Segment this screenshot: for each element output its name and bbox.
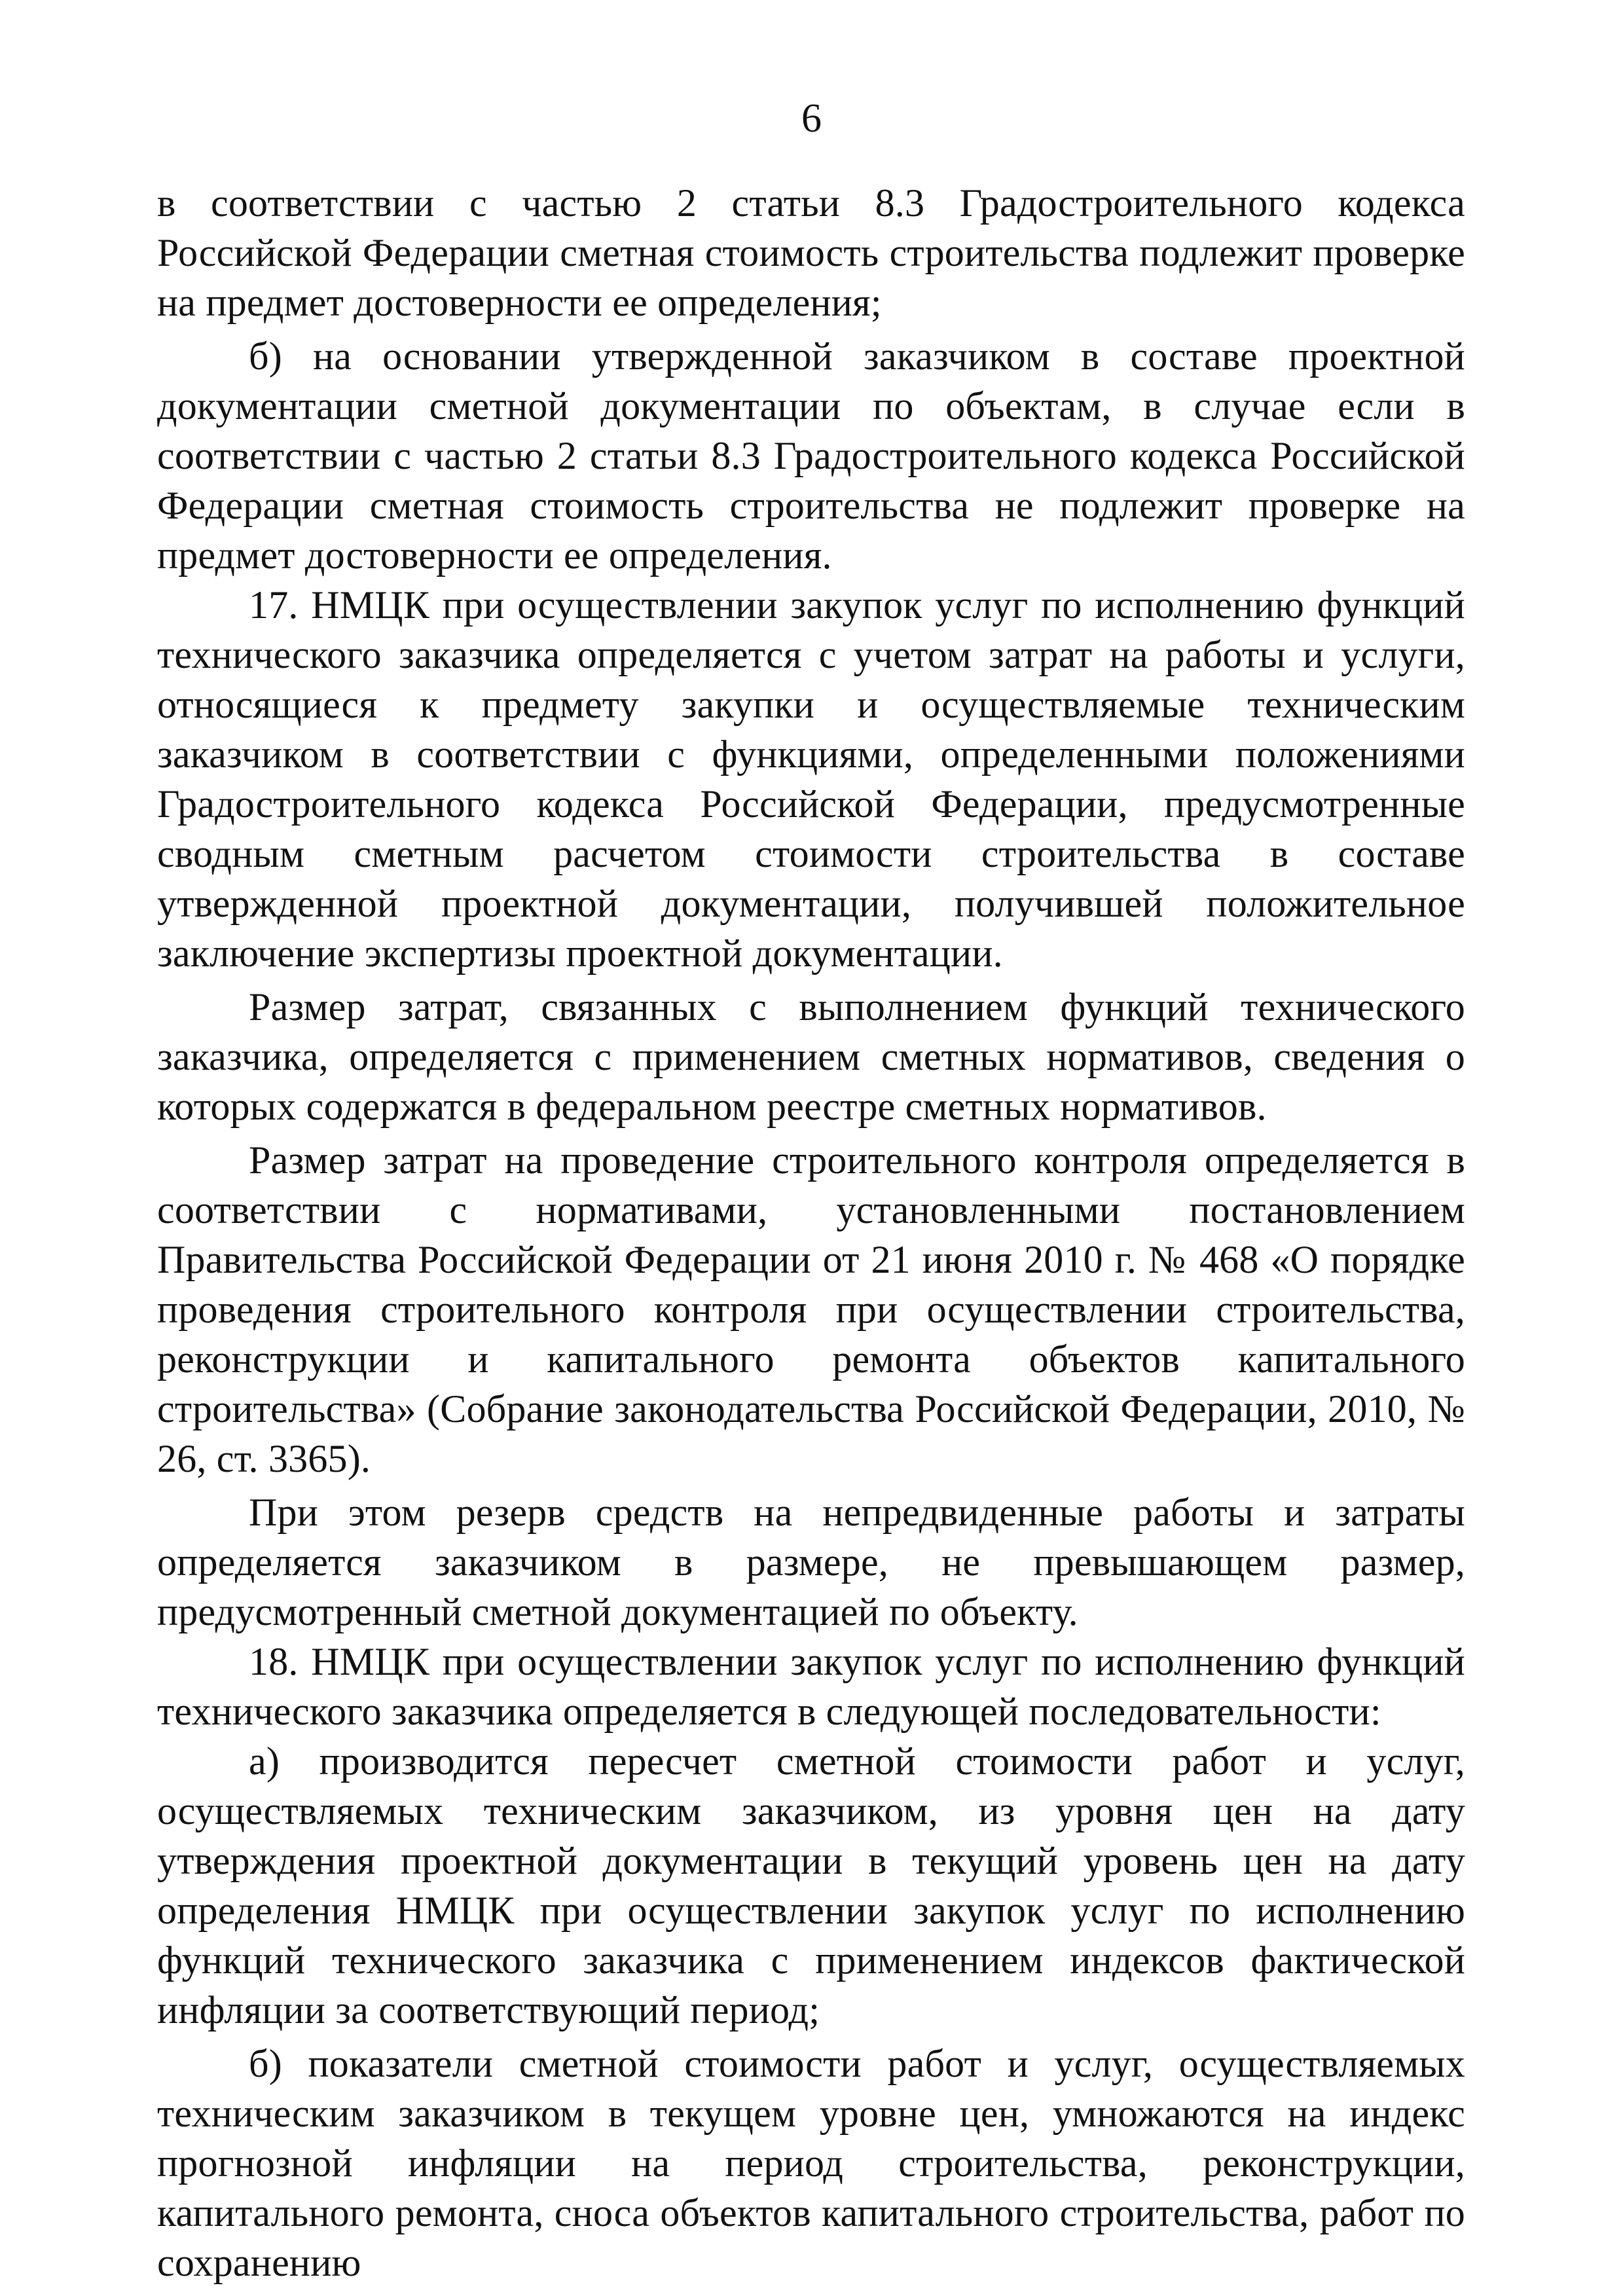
paragraph-item-a: а) производится пересчет сметной стоимости работ и услуг, осуществляемых техническим заказчиком, из уровня цен на дату утверждения проектной документации в текущий уровень цен на дату определения НМЦК при осуществлении закупок услуг по исполнению функций технического заказчика с применением индексов фактической инфляции за соответствующий период; <box>157 1740 1465 2032</box>
paragraph-clause-18: 18. НМЦК при осуществлении закупок услуг по исполнению функций технического заказчика определяется в следующей последовательности: <box>157 1640 1465 1733</box>
paragraph-continuation: в соответствии с частью 2 статьи 8.3 Градостроительного кодекса Российской Федерации сметная стоимость строительства подлежит проверке на предмет достоверности ее определения; <box>157 181 1465 324</box>
paragraph-construction-control-costs: Размер затрат на проведение строительного контроля определяется в соответствии с нормативами, установленными постановлением Правительства Российской Федерации от 21 июня 2010 г. № 468 «О порядке проведения строительного контроля при осуществлении строительства, реконструкции и капитального ремонта объектов капитального строительства» (Собрание законодательства Российской Федерации, 2010, № 26, ст. 3365). <box>157 1139 1465 1480</box>
paragraph-reserve-funds: При этом резерв средств на непредвиденные работы и затраты определяется заказчиком в размере, не превышающем размер, предусмотренный сметной документацией по объекту. <box>157 1491 1465 1633</box>
paragraph-item-b: б) на основании утвержденной заказчиком в составе проектной документации сметной документации по объектам, в случае если в соответствии с частью 2 статьи 8.3 Градостроительного кодекса Российской Федерации сметная стоимость строительства не подлежит проверке на предмет достоверности ее определения. <box>157 335 1465 577</box>
paragraph-clause-17: 17. НМЦК при осуществлении закупок услуг по исполнению функций технического заказчика определяется с учетом затрат на работы и услуги, относящиеся к предмету закупки и осуществляемые техническим заказчиком в соответствии с функциями, определенными положениями Градостроительного кодекса Российской Федерации, предусмотренные сводным сметным расчетом стоимости строительства в составе утвержденной проектной документации, получившей положительное заключение экспертизы проектной документации. <box>157 583 1465 975</box>
page-number: 6 <box>801 96 822 141</box>
document-body <box>157 178 1465 2287</box>
paragraph-item-b-continued: б) показатели сметной стоимости работ и услуг, осуществляемых техническим заказчиком в текущем уровне цен, умножаются на индекс прогнозной инфляции на период строительства, реконструкции, капитального ремонта, сноса объектов капитального строительства, работ по сохранению <box>157 2042 1465 2284</box>
paragraph-technical-customer-costs: Размер затрат, связанных с выполнением функций технического заказчика, определяется с применением сметных нормативов, сведения о которых содержатся в федеральном реестре сметных нормативов. <box>157 985 1465 1128</box>
